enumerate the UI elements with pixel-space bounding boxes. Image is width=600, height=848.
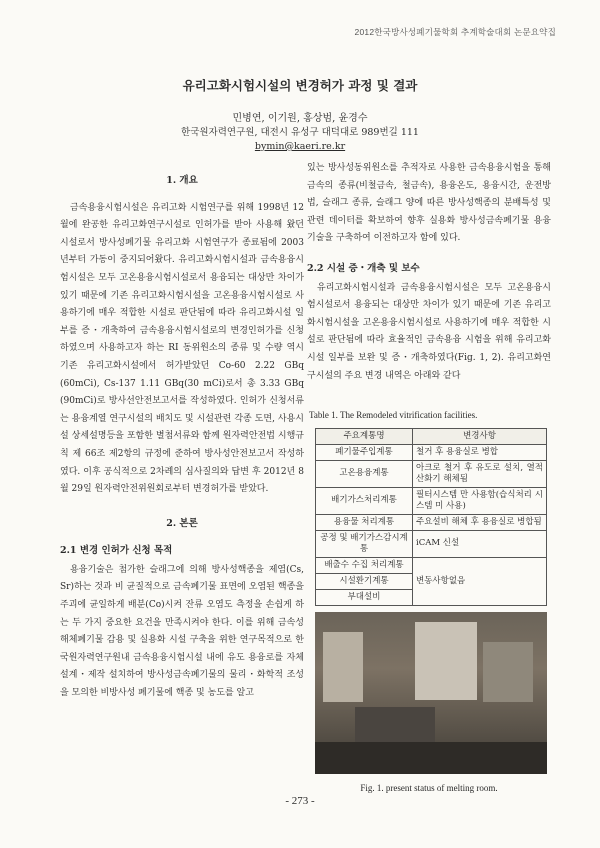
subsection-heading-2-2: 2.2 시설 증・개축 및 보수	[307, 262, 420, 274]
photo-shape	[323, 632, 363, 702]
table-header: 변경사항	[413, 428, 547, 444]
table-row	[316, 514, 547, 530]
photo-shape	[415, 622, 477, 700]
table-row	[316, 444, 547, 460]
email-link[interactable]: bymin@kaeri.re.kr	[254, 141, 346, 152]
continued-paragraph: 있는 방사성동위원소를 추적자로 사용한 금속용융시험을 통해 금속의 종류(비철금속, 철금속), 용융온도, 용융시간, 운전방법, 슬래그 종류, 슬래그 양에 따른 방사성핵종의 분배특성 및 관련 데이터를 확보하여 향후 실용화 방사성금속폐기물 용융 기술을 구축하여 이전하고자 함에 있다.	[307, 163, 551, 244]
table-cell: 용융물 처리계통	[316, 514, 413, 530]
section-heading-intro: 1. 개요	[166, 175, 198, 186]
table-header: 주요계통명	[316, 428, 413, 444]
table-row	[316, 557, 547, 573]
table-cell: 아크로 철거 후 유도로 설치, 열적산화기 해체됨	[413, 460, 547, 487]
affiliation: 한국원자력연구원, 대전시 유성구 대덕대로 989번길 111	[181, 127, 419, 138]
section-heading-body: 2. 본론	[166, 517, 198, 529]
table-header-row	[316, 428, 547, 444]
conference-header: 2012한국방사성폐기물학회 추계학술대회 논문요약집	[354, 27, 556, 37]
left-column	[60, 160, 304, 703]
section-2-2-paragraph: 유리고화시험시설과 금속용융시험시설은 모두 고온용융시험시설로서 용융되는 대상만 차이가 있기 때문에 기존 유리고화시험시설을 고온용융시험시설로 사용하기에 매우 적합한 시설로 판단됨에 따라 효율적인 금속용융 시험을 위해 유리고화시설 일부를 보완 및 증・개축하였다(Fig. 1, 2). 유리고화연구시설의 주요 변경 내역은 아래와 같다	[307, 282, 551, 381]
table-cell: 부대설비	[316, 589, 413, 605]
page-number: - 273 -	[285, 795, 315, 807]
table-row	[316, 530, 547, 557]
table-row	[316, 460, 547, 487]
table-cell: 철거 후 용융실로 병합	[413, 444, 547, 460]
table-cell: 폐기물주입계통	[316, 444, 413, 460]
paper-title: 유리고화시험시설의 변경허가 과정 및 결과	[182, 78, 418, 93]
table-cell: 배기가스처리계통	[316, 487, 413, 514]
photo-shape	[315, 742, 547, 774]
intro-paragraph: 금속용융시험시설은 유리고화 시험연구를 위해 1998년 12월에 완공한 유리고화연구시설로 인허가를 받아 사용해 왔던 시설로서 방사성폐기물 유리고화 시험연구가 종료됨에 2003년부터 가동이 중지되어왔다. 유리고화시험시설과 금속용융시험시설은 모두 고온용융시험시설로서 용융되는 대상만 차이가 있기 때문에 기존 유리고화시험시설을 고온용융시험시설로 사용하기에 매우 적합한 시설로 판단됨에 따라 유리고화시설 일부를 증・개축하여 금속용융시험시설로의 변경인허가를 신청하였으며 사용하고자 하는 RI 동위원소의 종류 및 수량 역시 기존 유리고화시설에서 허가받았던 Co-60 2.22 GBq (60mCi), Cs-137 1.11 GBq(30 mCi)로서 총 3.33 GBq (90mCi)로 방사선안전보고서를 작성하였다. 인허가 신청서류는 용융계열 연구시설의 배치도 및 시설관련 각종 도면, 사용시설 상세설명등을 포함한 별첨서류와 함께 원자력안전법 시행규칙 제 66조 제2항의 규정에 준하여 방사성안전보고서 작성하였다. 이후 공식적으로 2차례의 심사질의와 답변 후 2012년 8월 29일 원자력안전위원회로부터 변경허가를 받았다.	[60, 202, 304, 495]
photo-shape	[483, 642, 533, 702]
photo-shape	[355, 707, 435, 747]
table-cell: 변동사항없음	[413, 557, 547, 605]
table-cell: iCAM 신설	[413, 530, 547, 557]
authors: 민병연, 이기원, 홍상범, 윤경수	[232, 113, 368, 124]
subsection-heading-2-1: 2.1 변경 인허가 신청 목적	[60, 545, 173, 557]
section-2-1-paragraph: 용융기술은 첨가한 슬래그에 의해 방사성핵종을 제염(Cs, Sr)하는 것과 비 균질적으로 금속폐기물 표면에 오염된 핵종을 주괴에 균일하게 배분(Co)시켜 잔류 오염도 측정을 손쉽게 하는 두 가지 중요한 요건을 만족시켜야 한다. 이를 위해 금속성 해체폐기물 감용 및 실용화 시설 구축을 위한 연구목적으로 한국원자력연구원내 금속용융시험시설 내에 유도 용융로를 자체 설계・제작 설치하여 방사성금속폐기물의 물리・화학적 조성을 모의한 비방사성 폐기물에 핵종 및 농도를 알고	[60, 564, 304, 699]
table-cell: 필터시스템 만 사용함(습식처리 시스템 미 사용)	[413, 487, 547, 514]
table-cell: 시설환기계통	[316, 573, 413, 589]
table-cell: 주요설비 해체 후 용융실로 병합됨	[413, 514, 547, 530]
table-cell: 공정 및 배기가스감시계통	[316, 530, 413, 557]
figure-caption: Fig. 1. present status of melting room.	[360, 782, 498, 793]
table-cell: 배출수 수집 처리계통	[316, 557, 413, 573]
table-row	[316, 487, 547, 514]
melting-room-photo	[315, 612, 547, 774]
remodel-table	[315, 428, 547, 606]
right-column	[307, 160, 551, 797]
table-caption: Table 1. The Remodeled vitrification facilities.	[309, 410, 478, 421]
table-cell: 고온용융계통	[316, 460, 413, 487]
